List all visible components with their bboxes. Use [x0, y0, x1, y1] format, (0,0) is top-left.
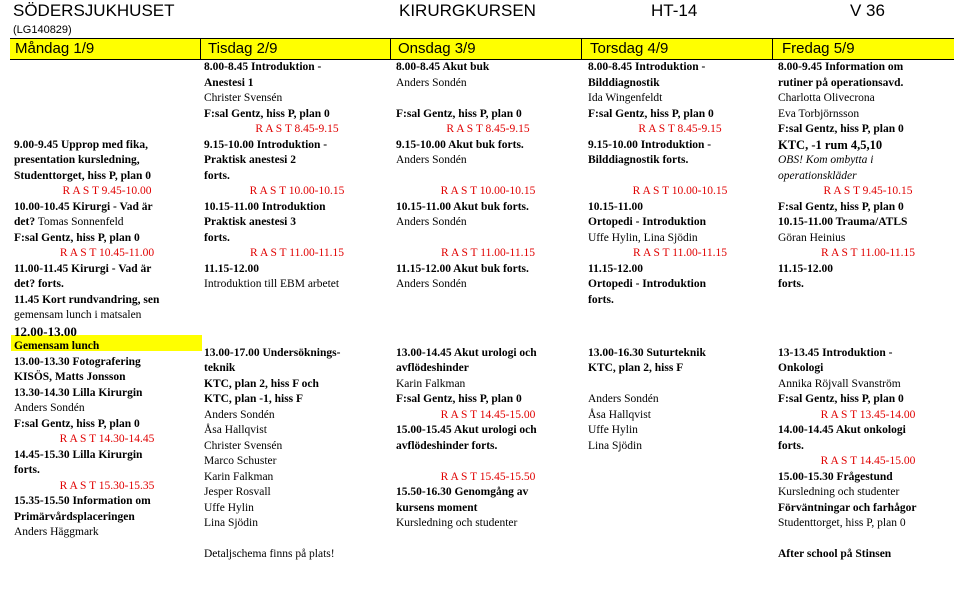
break-label: R A S T 8.45-9.15 [446, 123, 530, 135]
schedule-line: Introduktion till EBM arbetet [204, 278, 340, 290]
schedule-line [204, 532, 390, 548]
schedule-line: 15.00-15.45 Akut urologi och [396, 424, 537, 436]
schedule-line: F:sal Gentz, hiss P, plan 0 [396, 107, 522, 120]
schedule-line: 9.15-10.00 Akut buk forts. [396, 138, 524, 151]
break-label: R A S T 10.45-11.00 [59, 247, 155, 259]
schedule-line [14, 107, 200, 123]
break-label: R A S T 10.00-10.15 [249, 185, 345, 197]
schedule-line: avflödeshinder [396, 362, 469, 374]
schedule-line: F:sal Gentz, hiss P, plan 0 [204, 107, 330, 120]
schedule-line: Christer Svensén [204, 439, 283, 452]
schedule-line: forts. [204, 231, 230, 244]
schedule-line [778, 293, 958, 309]
schedule-line: 10.15-11.00 Trauma/ATLS [778, 216, 908, 228]
schedule-line [14, 76, 200, 92]
schedule-line: presentation kursledning, [14, 154, 140, 166]
schedule-line: Studenttorget, hiss P, plan 0 [778, 517, 906, 529]
break-label: R A S T 9.45-10.00 [62, 185, 152, 197]
schedule-line: Praktisk anestesi 2 [204, 154, 296, 166]
schedule-line: Annika Röjvall Svanström [778, 377, 901, 390]
schedule-line [396, 91, 580, 107]
schedule-line: teknik [204, 362, 236, 374]
day-thursday: Torsdag 4/9 [590, 40, 669, 57]
schedule-line: 11.45 Kort rundvandring, sen [14, 293, 160, 306]
schedule-line: operationskläder [778, 169, 857, 182]
schedule-line: Ida Wingenfeldt [588, 92, 663, 104]
schedule-line: 13-13.45 Introduktion - [778, 346, 893, 359]
schedule-line: 11.15-12.00 [204, 262, 259, 275]
break-label: R A S T 14.45-15.00 [440, 408, 536, 421]
day-monday: Måndag 1/9 [15, 40, 95, 57]
schedule-line [396, 169, 580, 185]
schedule-line: After school på Stinsen [778, 548, 892, 560]
schedule-line: F:sal Gentz, hiss P, plan 0 [588, 107, 714, 120]
break-label: R A S T 10.00-10.15 [632, 185, 728, 197]
break-label: R A S T 11.00-11.15 [633, 247, 727, 259]
schedule-line: 14.00-14.45 Akut onkologi [778, 424, 906, 436]
schedule-line: 9.15-10.00 Introduktion - [588, 138, 712, 151]
divider [581, 38, 582, 59]
schedule-line: 13.00-13.30 Fotografering [14, 355, 141, 368]
schedule-line: det? forts. [14, 278, 64, 290]
schedule-line: Marco Schuster [204, 455, 277, 467]
schedule-line [778, 532, 958, 548]
schedule-line: 8.00-8.45 Introduktion - [204, 61, 322, 73]
schedule-line: Anders Sondén [396, 278, 467, 290]
schedule-line: 10.00-10.45 Kirurgi - Vad är [14, 200, 153, 213]
schedule-line: KISÖS, Matts Jonsson [14, 371, 126, 383]
schedule-line: Charlotta Olivecrona [778, 92, 875, 104]
schedule-line: F:sal Gentz, hiss P, plan 0 [778, 123, 904, 135]
schedule-line: det? Tomas Sonnenfeld [14, 216, 124, 228]
schedule-line: KTC, plan 2, hiss F [588, 362, 684, 374]
break-label: R A S T 14.30-14.45 [59, 433, 155, 445]
schedule-line: 11.00-11.45 Kirurgi - Vad är [14, 262, 152, 275]
schedule-line: Uffe Hylin [588, 424, 638, 436]
schedule-line: forts. [778, 278, 804, 290]
schedule-line [204, 324, 390, 346]
break-label: R A S T 13.45-14.00 [820, 408, 916, 421]
schedule-line: KTC, plan -1, hiss F [204, 393, 304, 405]
schedule-line: Lina Sjödin [204, 517, 258, 529]
schedule-line: Christer Svensén [204, 92, 283, 104]
schedule-line: 13.00-14.45 Akut urologi och [396, 346, 537, 359]
divider [200, 38, 201, 59]
schedule-line: 13.00-16.30 Suturteknik [588, 346, 706, 359]
schedule-line: Karin Falkman [396, 377, 466, 390]
schedule-line: Bilddiagnostik [588, 76, 660, 89]
schedule-line [588, 324, 772, 346]
break-label: R A S T 15.30-15.35 [59, 479, 155, 492]
schedule-line [778, 308, 958, 324]
schedule-line [14, 122, 200, 138]
schedule-line: F:sal Gentz, hiss P, plan 0 [778, 200, 904, 213]
schedule-line: 14.45-15.30 Lilla Kirurgin [14, 448, 143, 461]
schedule-line [396, 293, 580, 309]
schedule-line: 8.00-9.45 Information om [778, 61, 904, 73]
schedule-line: Åsa Hallqvist [204, 424, 267, 436]
break-label: R A S T 11.00-11.15 [821, 247, 915, 259]
schedule-line: Lina Sjödin [588, 439, 642, 452]
schedule-line: Praktisk anestesi 3 [204, 216, 296, 228]
divider [390, 38, 391, 59]
schedule-line: gemensam lunch i matsalen [14, 309, 142, 321]
day-friday: Fredag 5/9 [782, 40, 855, 57]
schedule-line: avflödeshinder forts. [396, 439, 498, 452]
schedule-line: 12.00-13.00 [14, 323, 77, 339]
schedule-line: F:sal Gentz, hiss P, plan 0 [778, 393, 904, 405]
week: V 36 [850, 1, 885, 20]
day-header-row [10, 38, 954, 60]
schedule-line: Anders Sondén [396, 216, 467, 228]
schedule-line: 10.15-11.00 Introduktion [204, 200, 326, 213]
schedule-line: forts. [778, 439, 804, 452]
schedule-line: Onkologi [778, 362, 824, 374]
schedule-line: KTC, -1 rum 4,5,10 [778, 137, 883, 152]
schedule-line [396, 454, 580, 470]
schedule-line: Detaljschema finns på plats! [204, 548, 335, 560]
schedule-line: 11.15-12.00 [588, 262, 643, 275]
schedule-line [396, 324, 580, 346]
schedule-line: Ortopedi - Introduktion [588, 278, 707, 290]
schedule-line: Förväntningar och farhågor [778, 501, 917, 514]
schedule-line: F:sal Gentz, hiss P, plan 0 [396, 393, 522, 405]
schedule-line: 9.15-10.00 Introduktion - [204, 138, 328, 151]
course-name: KIRURGKURSEN [399, 1, 536, 20]
schedule-line [14, 60, 200, 76]
schedule-line: 10.15-11.00 Akut buk forts. [396, 200, 529, 213]
schedule-line: Gemensam lunch [14, 340, 100, 352]
monday-column [14, 60, 200, 541]
hospital-name: SÖDERSJUKHUSET [13, 1, 175, 20]
schedule-line: OBS! Kom ombytta i [778, 154, 874, 166]
schedule-line [396, 231, 580, 247]
schedule-line: Anestesi 1 [204, 76, 254, 89]
schedule-line: F:sal Gentz, hiss P, plan 0 [14, 417, 140, 430]
schedule-line: 13.00-17.00 Undersöknings- [204, 346, 341, 359]
schedule-line: Göran Heinius [778, 231, 846, 244]
schedule-line: Anders Sondén [396, 76, 467, 89]
term: HT-14 [651, 1, 698, 20]
schedule-line: Anders Häggmark [14, 526, 99, 538]
break-label: R A S T 8.45-9.15 [255, 123, 339, 135]
schedule-line: Jesper Rosvall [204, 486, 271, 498]
day-wednesday: Onsdag 3/9 [398, 40, 476, 57]
schedule-line: 15.35-15.50 Information om [14, 495, 151, 507]
schedule-line: Karin Falkman [204, 470, 274, 483]
break-label: R A S T 15.45-15.50 [440, 470, 536, 483]
schedule-code: (LG140829) [13, 24, 72, 36]
schedule-line: Bilddiagnostik forts. [588, 154, 689, 166]
schedule-line: rutiner på operationsavd. [778, 76, 904, 89]
break-label: R A S T 14.45-15.00 [820, 455, 916, 467]
schedule-line: Uffe Hylin, Lina Sjödin [588, 231, 698, 244]
schedule-line: 15.00-15.30 Frågestund [778, 470, 893, 483]
schedule-line: Uffe Hylin [204, 501, 254, 514]
schedule-line: 10.15-11.00 [588, 200, 643, 213]
break-label: R A S T 11.00-11.15 [441, 247, 535, 259]
schedule-line: Åsa Hallqvist [588, 408, 651, 421]
schedule-line [396, 308, 580, 324]
schedule-line: Kursledning och studenter [396, 517, 518, 529]
break-label: R A S T 9.45-10.15 [823, 185, 913, 197]
schedule-line: kursens moment [396, 501, 478, 514]
schedule-line [588, 169, 772, 185]
thursday-column [588, 60, 772, 454]
schedule-line: 8.00-8.45 Akut buk [396, 61, 490, 73]
schedule-line: Anders Sondén [588, 393, 659, 405]
schedule-line: Anders Sondén [14, 402, 85, 414]
schedule-line [778, 324, 958, 346]
schedule-line [588, 308, 772, 324]
schedule-line: KTC, plan 2, hiss F och [204, 377, 319, 390]
schedule-line: Anders Sondén [396, 154, 467, 166]
break-label: R A S T 10.00-10.15 [440, 185, 536, 197]
schedule-line [14, 91, 200, 107]
schedule-line: 8.00-8.45 Introduktion - [588, 61, 706, 73]
event-title: 9.00-9.45 Upprop med fika, [14, 138, 148, 151]
schedule-line: forts. [14, 464, 40, 476]
schedule-line: 15.50-16.30 Genomgång av [396, 486, 529, 498]
schedule-line: Eva Torbjörnsson [778, 107, 860, 120]
wednesday-column [396, 60, 580, 532]
schedule-line: forts. [204, 169, 230, 182]
day-tuesday: Tisdag 2/9 [208, 40, 278, 57]
tuesday-column [204, 60, 390, 563]
divider [772, 38, 773, 59]
schedule-line: Anders Sondén [204, 408, 275, 421]
schedule-line: Kursledning och studenter [778, 486, 900, 498]
break-label: R A S T 8.45-9.15 [638, 123, 722, 135]
schedule-line: Primärvårdsplaceringen [14, 510, 135, 523]
schedule-line: 11.15-12.00 [778, 262, 833, 275]
schedule-line: forts. [588, 293, 614, 306]
schedule-line: Ortopedi - Introduktion [588, 216, 707, 228]
schedule-line [588, 377, 772, 393]
schedule-line [204, 308, 390, 324]
schedule-line: F:sal Gentz, hiss P, plan 0 [14, 231, 140, 244]
schedule-line: Studenttorget, hiss P, plan 0 [14, 169, 151, 182]
schedule-line [204, 293, 390, 309]
friday-column [778, 60, 958, 563]
schedule-line: 11.15-12.00 Akut buk forts. [396, 262, 529, 275]
break-label: R A S T 11.00-11.15 [250, 247, 344, 259]
schedule-line: 13.30-14.30 Lilla Kirurgin [14, 386, 143, 399]
